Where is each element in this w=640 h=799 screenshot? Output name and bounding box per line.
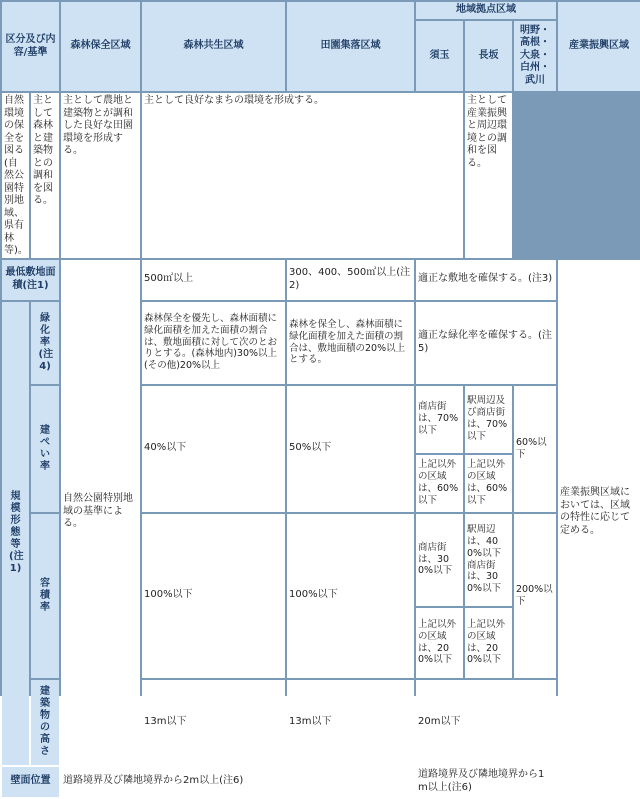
coverage-rural-settlement: 50%以下: [287, 386, 414, 512]
min-lot-rural-settlement: 300、400、500㎡以上(注2): [287, 260, 414, 300]
row-header-greening: [31, 302, 59, 384]
purpose-rural-settlement: 主として農地と建築物とが調和した良好な田園環境を形成する。: [61, 93, 140, 258]
header-forest-coexist: 森林共生区域: [142, 2, 285, 91]
header-industry: 産業振興区域: [558, 2, 640, 91]
coverage-akeno-group: 60%以下: [514, 386, 556, 512]
min-lot-regional-base: 適正な敷地を確保する。(注3): [416, 260, 556, 300]
scale-form-label: 規模形態等(注1): [9, 491, 24, 574]
header-forest-conservation: 森林保全区域: [61, 2, 140, 91]
purpose-forest-conservation: 自然環境の保全を図る(自然公園特別地域、県有林等)。: [4, 95, 28, 256]
min-lot-forest-coexist: 500㎡以上: [142, 260, 285, 300]
greening-label: 緑化率(注4): [38, 312, 54, 372]
coverage-nagasaka-station: 駅周辺及び商店街は、70%以下: [465, 386, 512, 453]
wall-position-industry: [558, 767, 640, 797]
far-sukumo-shopping: 商店街は、300%以下: [416, 514, 463, 606]
row-header-wall-position: 壁面位置: [2, 767, 59, 797]
purpose-forest-coexist: 主として森林と建築物との調和を図る。: [31, 93, 59, 258]
far-akeno-group: 200%以下: [514, 514, 556, 678]
coverage-label: 建ぺい率: [40, 424, 50, 472]
height-forest-coexist: 13m以下: [142, 680, 285, 765]
header-regional-base: 地域拠点区域: [416, 2, 556, 19]
purpose-industry: 主として産業振興と周辺環境との調和を図る。: [465, 93, 512, 258]
coverage-sukumo-other: 上記以外の区域は、60%以下: [416, 455, 463, 512]
industry-standard: 産業振興区域においては、区域の特性に応じて定める。: [558, 260, 640, 765]
row-header-scale-form: [2, 302, 29, 765]
wall-position-left: 道路境界及び隣地境界から2m以上(注6): [61, 767, 414, 797]
far-forest-coexist: 100%以下: [142, 514, 285, 678]
coverage-nagasaka-other: 上記以外の区域は、60%以下: [465, 455, 512, 512]
coverage-forest-coexist: 40%以下: [142, 386, 285, 512]
header-nagasaka: 長坂: [465, 21, 512, 91]
far-label: 容積率: [40, 577, 50, 613]
row-header-far: [31, 514, 59, 678]
far-rural-settlement: 100%以下: [287, 514, 414, 678]
header-akeno-group: 明野・高根・大泉・白州・武川: [514, 21, 556, 91]
wall-position-regional-base: 道路境界及び隣地境界から1m以上(注6): [416, 767, 556, 797]
forest-conservation-standard: 自然公園特別地域の基準による。: [61, 260, 140, 765]
row-header-coverage: [31, 386, 59, 512]
far-sukumo-other: 上記以外の区域は、200%以下: [416, 608, 463, 678]
coverage-sukumo-shopping: 商店街は、70%以下: [416, 386, 463, 453]
row-header-height: [31, 680, 59, 765]
height-regional-base: 20m以下: [416, 680, 556, 765]
far-nagasaka-other: 上記以外の区域は、200%以下: [465, 608, 512, 678]
height-rural-settlement: 13m以下: [287, 680, 414, 765]
far-nagasaka-station: 駅周辺は、400%以下 商店街は、300%以下: [465, 514, 512, 606]
greening-regional-base: 適正な緑化率を確保する。(注5): [416, 302, 556, 384]
header-sukumo: 須玉: [416, 21, 463, 91]
header-rural-settlement: 田園集落区域: [287, 2, 414, 91]
height-label: 建築物の高さ: [40, 686, 50, 757]
purpose-regional-base: 主として良好なまちの環境を形成する。: [142, 93, 463, 258]
corner-header: 区分及び内容/基準: [2, 2, 59, 91]
greening-rural-settlement: 森林を保全し、森林面積に緑化面積を加えた面積の割合は、敷地面積の20%以上とする。: [287, 302, 414, 384]
row-header-min-lot: 最低敷地面積(注1): [2, 260, 59, 300]
greening-forest-coexist: 森林保全を優先し、森林面積に緑化面積を加えた面積の割合は、敷地面積に対して次のとおりとする。(森林地内)30%以上(その他)20%以上: [142, 302, 285, 384]
